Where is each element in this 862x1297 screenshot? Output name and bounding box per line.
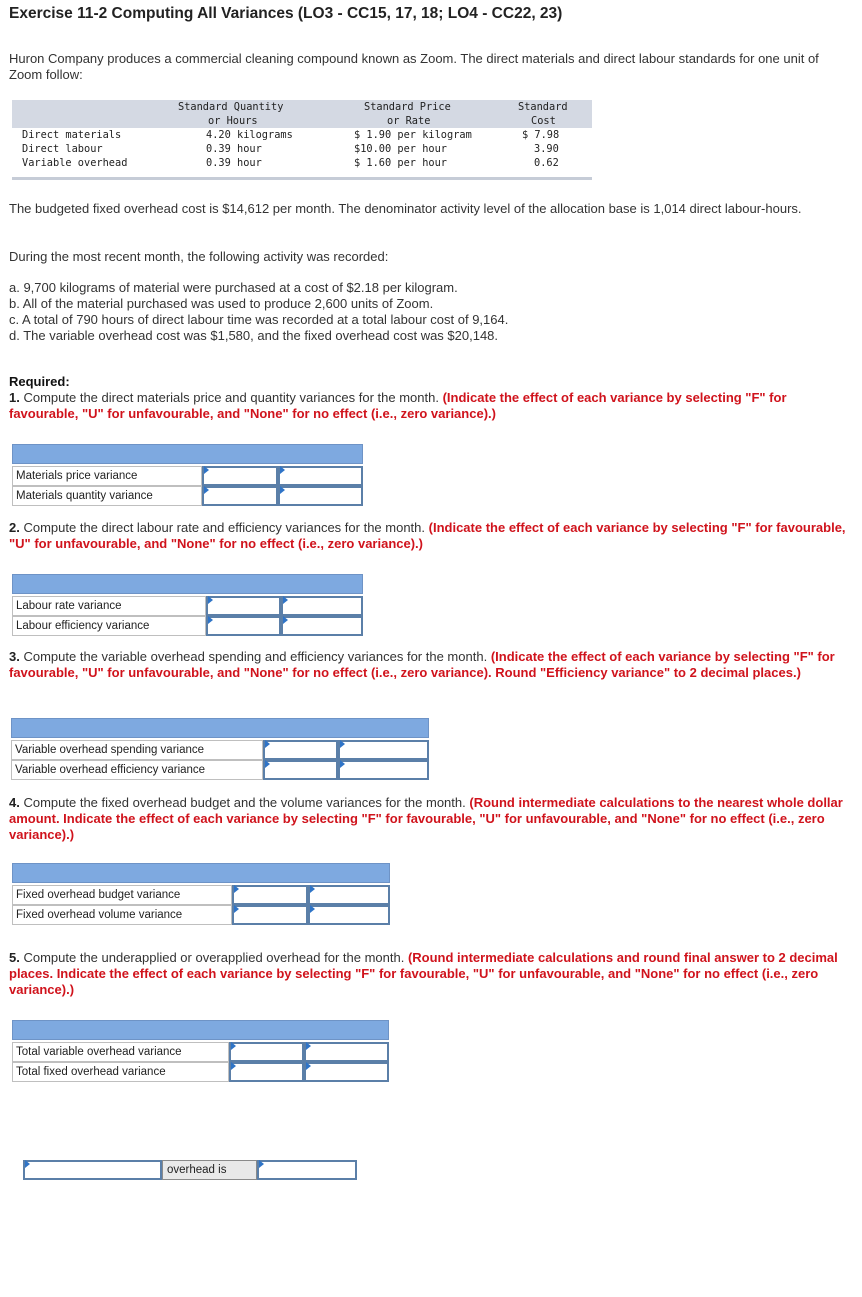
- question-number: 3.: [9, 649, 20, 664]
- row-label: Variable overhead spending variance: [11, 740, 263, 760]
- answer-amount-input[interactable]: [206, 616, 281, 636]
- question-text: Compute the direct labour rate and efficiency variances for the month.: [23, 520, 426, 535]
- answer-table-header: [12, 1020, 389, 1040]
- answer-table-header: [12, 444, 363, 464]
- answer-amount-input[interactable]: [202, 466, 278, 486]
- row-qty: 0.39 hour: [206, 157, 262, 169]
- answer-amount-input[interactable]: [229, 1042, 304, 1062]
- row-label: Labour efficiency variance: [12, 616, 206, 636]
- input-marker-icon: [208, 596, 213, 604]
- row-label: Total fixed overhead variance: [12, 1062, 229, 1082]
- input-marker-icon: [259, 1160, 264, 1168]
- answer-table-header: [12, 574, 363, 594]
- activity-item: c. A total of 790 hours of direct labour time was recorded at a total labour cost of 9,164.: [9, 312, 509, 327]
- row-label: Labour rate variance: [12, 596, 206, 616]
- row-price: $ 1.90 per kilogram: [354, 129, 472, 141]
- row-label: Direct labour: [22, 143, 103, 155]
- row-qty: 4.20 kilograms: [206, 129, 293, 141]
- standards-table: [12, 100, 592, 180]
- answer-effect-select[interactable]: [308, 885, 390, 905]
- question-5: [9, 950, 855, 998]
- header-price-2: or Rate: [387, 115, 431, 127]
- answer-effect-select[interactable]: [278, 466, 363, 486]
- input-marker-icon: [265, 760, 270, 768]
- row-label: Fixed overhead budget variance: [12, 885, 232, 905]
- answer-effect-select[interactable]: [338, 740, 429, 760]
- answer-effect-select[interactable]: [308, 905, 390, 925]
- standards-table-header: [12, 100, 592, 128]
- standards-table-divider: [12, 177, 592, 180]
- answer-effect-select[interactable]: [281, 596, 363, 616]
- answer-amount-input[interactable]: [229, 1062, 304, 1082]
- activity-item: b. All of the material purchased was used to produce 2,600 units of Zoom.: [9, 296, 434, 311]
- input-marker-icon: [231, 1062, 236, 1070]
- question-1: [9, 390, 855, 422]
- page-title: Exercise 11-2 Computing All Variances (LO3 - CC15, 17, 18; LO4 - CC22, 23): [9, 5, 563, 22]
- row-label: Variable overhead: [22, 157, 128, 169]
- header-cost-2: Cost: [531, 115, 556, 127]
- input-marker-icon: [25, 1160, 30, 1168]
- activity-intro: During the most recent month, the following activity was recorded:: [9, 249, 389, 264]
- answer-table-header: [12, 863, 390, 883]
- answer-amount-input[interactable]: [232, 905, 308, 925]
- input-marker-icon: [234, 905, 239, 913]
- row-label: Fixed overhead volume variance: [12, 905, 232, 925]
- question-number: 5.: [9, 950, 20, 965]
- answer-effect-select[interactable]: [281, 616, 363, 636]
- overhead-amount-input[interactable]: [23, 1160, 162, 1180]
- answer-amount-input[interactable]: [263, 740, 338, 760]
- input-marker-icon: [265, 740, 270, 748]
- header-qty-2: or Hours: [208, 115, 258, 127]
- question-4: [9, 795, 855, 843]
- answer-effect-select[interactable]: [338, 760, 429, 780]
- input-marker-icon: [340, 740, 345, 748]
- answer-effect-select[interactable]: [304, 1042, 389, 1062]
- input-marker-icon: [283, 616, 288, 624]
- row-price: $ 1.60 per hour: [354, 157, 447, 169]
- answer-effect-select[interactable]: [278, 486, 363, 506]
- header-price-1: Standard Price: [364, 101, 451, 113]
- header-cost-1: Standard: [518, 101, 568, 113]
- question-number: 1.: [9, 390, 20, 405]
- row-cost: $ 7.98: [522, 129, 560, 141]
- input-marker-icon: [340, 760, 345, 768]
- answer-amount-input[interactable]: [263, 760, 338, 780]
- question-text: Compute the fixed overhead budget and the volume variances for the month.: [23, 795, 466, 810]
- answer-effect-select[interactable]: [304, 1062, 389, 1082]
- overhead-status-select[interactable]: [257, 1160, 357, 1180]
- input-marker-icon: [208, 616, 213, 624]
- question-instruction: (Indicate the effect of each variance by selecting "F" for favourable, "U" for unfavourable, and "None" for no effect (i.e., zero variance).): [9, 390, 787, 421]
- answer-table-header: [11, 718, 429, 738]
- activity-item: a. 9,700 kilograms of material were purchased at a cost of $2.18 per kilogram.: [9, 280, 458, 295]
- answer-amount-input[interactable]: [232, 885, 308, 905]
- input-marker-icon: [283, 596, 288, 604]
- input-marker-icon: [204, 466, 209, 474]
- input-marker-icon: [204, 486, 209, 494]
- question-text: Compute the variable overhead spending and efficiency variances for the month.: [23, 649, 488, 664]
- input-marker-icon: [306, 1042, 311, 1050]
- input-marker-icon: [280, 486, 285, 494]
- row-label: Total variable overhead variance: [12, 1042, 229, 1062]
- input-marker-icon: [280, 466, 285, 474]
- row-qty: 0.39 hour: [206, 143, 262, 155]
- input-marker-icon: [310, 885, 315, 893]
- question-number: 4.: [9, 795, 20, 810]
- question-instruction: (Round intermediate calculations to the nearest whole dollar amount. Indicate the effect of each variance by selecting "F" for favourable, "U" for unfavourable, and "None" for no effect (i.e., zero variance).): [9, 795, 843, 842]
- row-cost: 3.90: [534, 143, 559, 155]
- input-marker-icon: [234, 885, 239, 893]
- question-instruction: (Round intermediate calculations and round final answer to 2 decimal places. Indicate the effect of each variance by selecting "F" for favourable, "U" for unfavourable, and "None" for no effect (i.e., zero variance).): [9, 950, 838, 997]
- row-cost: 0.62: [534, 157, 559, 169]
- intro-text: Huron Company produces a commercial cleaning compound known as Zoom. The direct materials and direct labour standards for one unit of Zoom follow:: [9, 51, 819, 82]
- row-label: Direct materials: [22, 129, 122, 141]
- row-price: $10.00 per hour: [354, 143, 447, 155]
- question-text: Compute the underapplied or overapplied overhead for the month.: [23, 950, 405, 965]
- input-marker-icon: [310, 905, 315, 913]
- required-heading: Required:: [9, 374, 70, 389]
- question-number: 2.: [9, 520, 20, 535]
- question-3: [9, 649, 855, 681]
- input-marker-icon: [231, 1042, 236, 1050]
- question-instruction: (Indicate the effect of each variance by selecting "F" for favourable, "U" for unfavourable, and "None" for no effect (i.e., zero variance).): [9, 520, 846, 551]
- budget-text: The budgeted fixed overhead cost is $14,612 per month. The denominator activity level of the allocation base is 1,014 direct labour-hours.: [9, 201, 802, 216]
- overhead-is-label: overhead is: [162, 1160, 257, 1180]
- header-qty-1: Standard Quantity: [178, 101, 284, 113]
- question-text: Compute the direct materials price and quantity variances for the month.: [23, 390, 439, 405]
- input-marker-icon: [306, 1062, 311, 1070]
- row-label: Materials quantity variance: [12, 486, 202, 506]
- question-2: [9, 520, 855, 552]
- row-label: Variable overhead efficiency variance: [11, 760, 263, 780]
- question-instruction: (Indicate the effect of each variance by selecting "F" for favourable, "U" for unfavourable, and "None" for no effect (i.e., zero variance). Round "Efficiency variance" to 2 decimal places.): [9, 649, 835, 680]
- row-label: Materials price variance: [12, 466, 202, 486]
- answer-amount-input[interactable]: [206, 596, 281, 616]
- activity-item: d. The variable overhead cost was $1,580, and the fixed overhead cost was $20,148.: [9, 328, 499, 343]
- answer-amount-input[interactable]: [202, 486, 278, 506]
